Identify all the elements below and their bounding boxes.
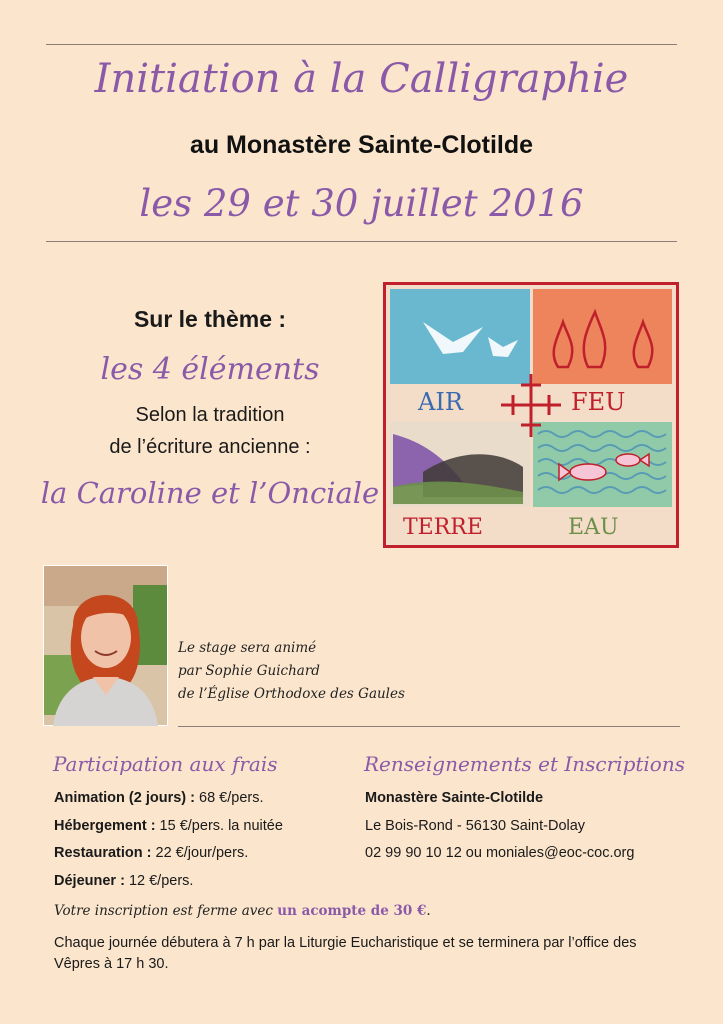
contact-address: Le Bois-Rond - 56130 Saint-Dolay — [365, 818, 586, 834]
fire-label: FEU — [571, 388, 626, 416]
theme-value: les 4 éléments — [100, 352, 320, 387]
top-rule — [46, 44, 677, 45]
air-label: AIR — [418, 388, 463, 416]
teacher-bottom-rule — [178, 726, 680, 727]
tradition-line-1: Selon la tradition — [135, 404, 285, 426]
header-bottom-rule — [46, 241, 677, 242]
air-panel — [390, 289, 530, 384]
info-heading: Renseignements et Inscriptions — [364, 752, 685, 776]
contact-phone-email: 02 99 90 10 12 ou moniales@eoc-coc.org — [365, 845, 635, 861]
event-dates: les 29 et 30 juillet 2016 — [139, 182, 584, 225]
four-elements-artwork — [383, 282, 679, 548]
theme-label: Sur le thème : — [133, 306, 287, 332]
teacher-photo — [43, 565, 168, 726]
fee-item-meals: Restauration : 22 €/jour/pers. — [54, 845, 249, 861]
fee-item-animation: Animation (2 jours) : 68 €/pers. — [54, 790, 264, 806]
page-subtitle: au Monastère Sainte-Clotilde — [189, 131, 534, 159]
page-title: Initiation à la Calligraphie — [94, 56, 629, 102]
teacher-line-3: de l’Église Orthodoxe des Gaules — [178, 686, 405, 702]
deposit-note: Votre inscription est ferme avec un acompte de 30 €. — [54, 903, 431, 919]
deposit-amount: un acompte de 30 € — [277, 903, 427, 919]
teacher-line-1: Le stage sera animé — [178, 640, 317, 656]
scripts-name: la Caroline et l’Onciale — [40, 476, 380, 510]
contact-name: Monastère Sainte-Clotilde — [365, 790, 544, 806]
schedule-note: Chaque journée débutera à 7 h par la Liturgie Eucharistique et se terminera par l’office des Vêpres à 17 h 30. — [54, 935, 637, 972]
fee-item-lunch: Déjeuner : 12 €/pers. — [54, 873, 194, 889]
fee-item-lodging: Hébergement : 15 €/pers. la nuitée — [54, 818, 283, 834]
four-elements-illustration — [383, 282, 679, 548]
teacher-line-2: par Sophie Guichard — [178, 663, 320, 679]
fees-heading: Participation aux frais — [53, 752, 278, 776]
earth-label: TERRE — [403, 515, 483, 540]
tradition-line-2: de l’écriture ancienne : — [109, 436, 311, 458]
water-label: EAU — [568, 515, 619, 540]
